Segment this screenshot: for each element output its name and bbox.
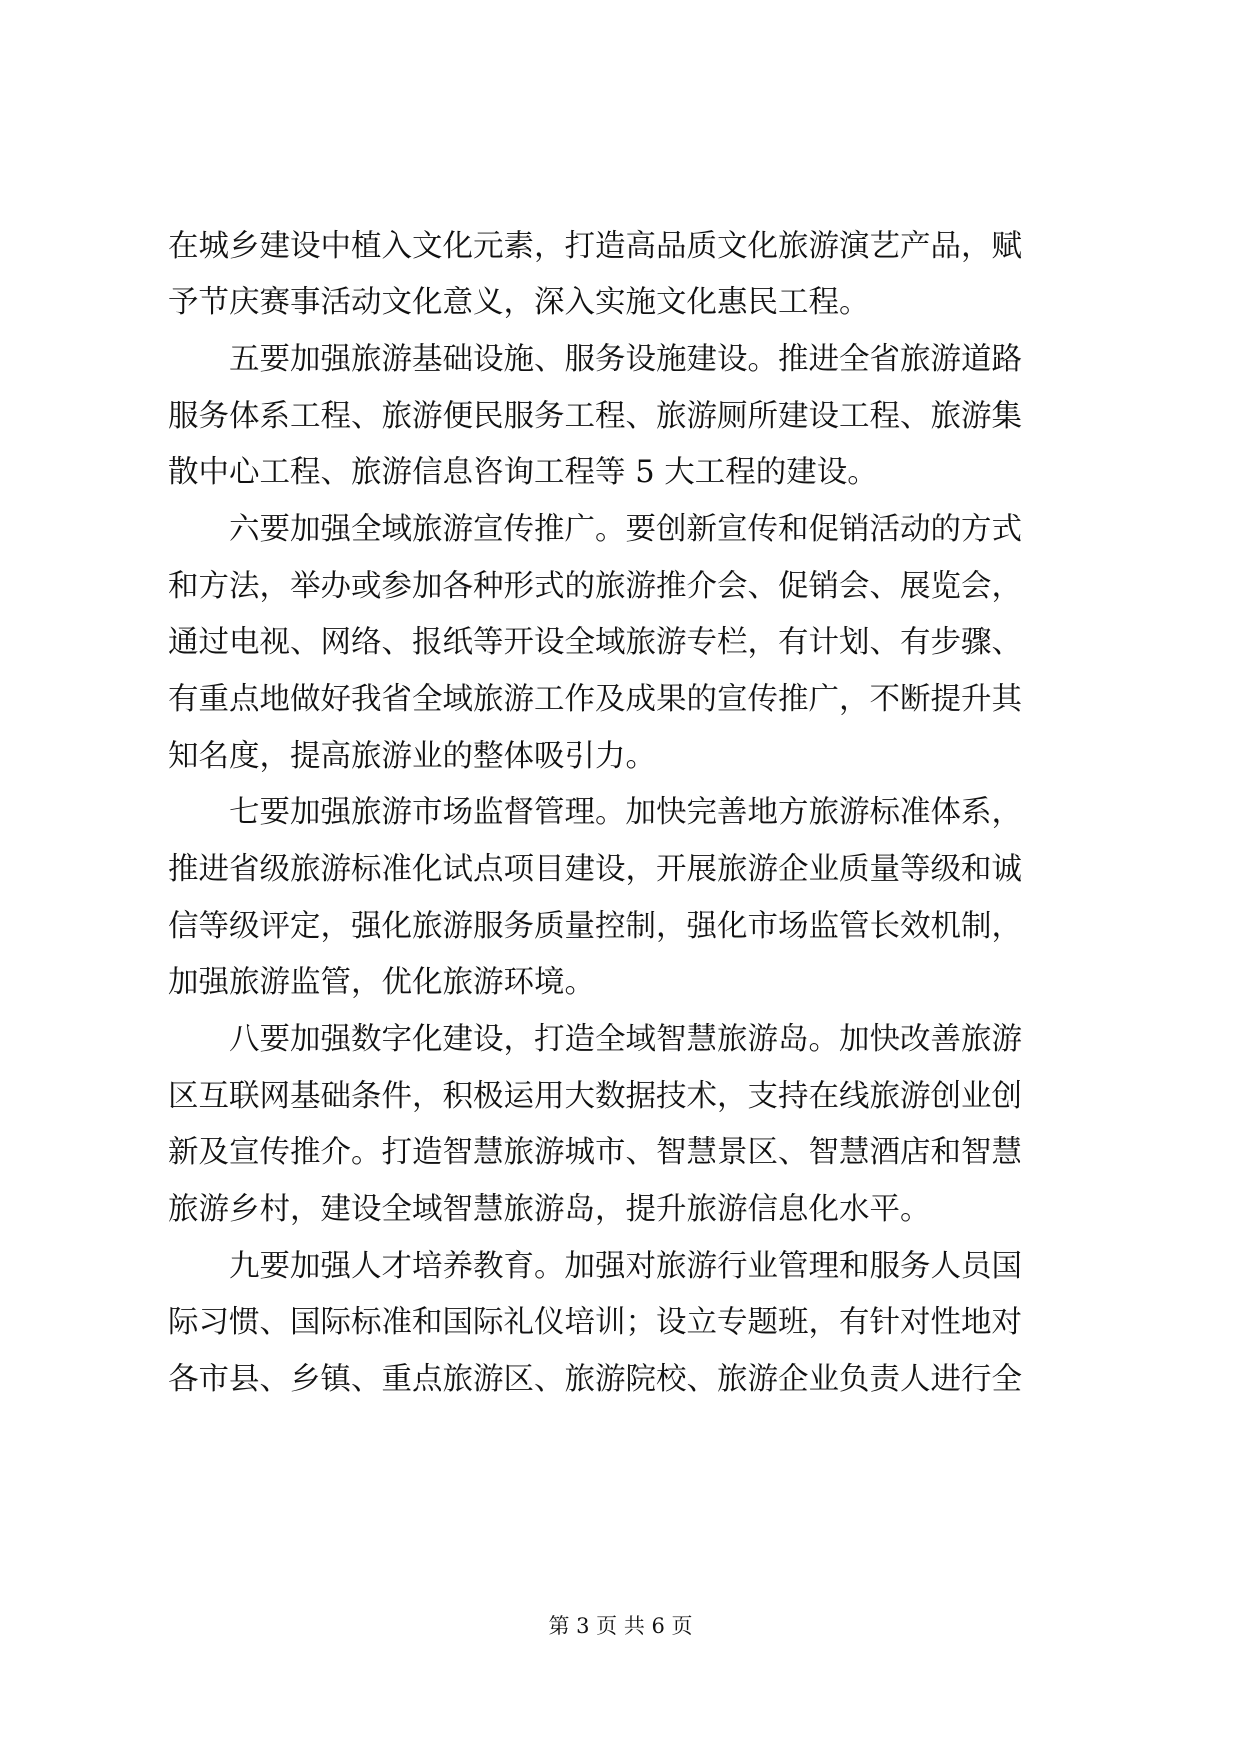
paragraph-start-line: 五要加强旅游基础设施、服务设施建设。推进全省旅游道路 (229, 342, 1022, 377)
paragraph-start-line: 六要加强全域旅游宣传推广。要创新宣传和促销活动的方式 (229, 512, 1022, 547)
text-line: 旅游乡村，建设全域智慧旅游岛，提升旅游信息化水平。 (168, 1192, 931, 1227)
text-line: 各市县、乡镇、重点旅游区、旅游院校、旅游企业负责人进行全 (168, 1362, 1022, 1397)
page-number-footer: 第 3 页 共 6 页 (548, 1614, 693, 1638)
paragraph-start-line: 七要加强旅游市场监督管理。加快完善地方旅游标准体系， (229, 795, 1022, 830)
text-line: 在城乡建设中植入文化元素，打造高品质文化旅游演艺产品，赋 (168, 229, 1022, 264)
text-line: 知名度，提高旅游业的整体吸引力。 (168, 739, 656, 774)
text-line: 际习惯、国际标准和国际礼仪培训；设立专题班，有针对性地对 (168, 1305, 1022, 1340)
text-line: 信等级评定，强化旅游服务质量控制，强化市场监管长效机制， (168, 909, 1022, 944)
text-line: 予节庆赛事活动文化意义，深入实施文化惠民工程。 (168, 285, 870, 320)
text-line: 加强旅游监管，优化旅游环境。 (168, 965, 595, 1000)
paragraph-start-line: 八要加强数字化建设，打造全域智慧旅游岛。加快改善旅游 (229, 1022, 1022, 1057)
text-line: 通过电视、网络、报纸等开设全域旅游专栏，有计划、有步骤、 (168, 625, 1022, 660)
text-line: 散中心工程、旅游信息咨询工程等 5 大工程的建设。 (168, 455, 878, 490)
text-line: 有重点地做好我省全域旅游工作及成果的宣传推广，不断提升其 (168, 682, 1022, 717)
paragraph-start-line: 九要加强人才培养教育。加强对旅游行业管理和服务人员国 (229, 1249, 1022, 1284)
text-line: 和方法，举办或参加各种形式的旅游推介会、促销会、展览会， (168, 569, 1022, 604)
text-line: 区互联网基础条件，积极运用大数据技术，支持在线旅游创业创 (168, 1079, 1022, 1114)
text-line: 新及宣传推介。打造智慧旅游城市、智慧景区、智慧酒店和智慧 (168, 1135, 1022, 1170)
text-line: 推进省级旅游标准化试点项目建设，开展旅游企业质量等级和诚 (168, 852, 1022, 887)
text-line: 服务体系工程、旅游便民服务工程、旅游厕所建设工程、旅游集 (168, 399, 1022, 434)
